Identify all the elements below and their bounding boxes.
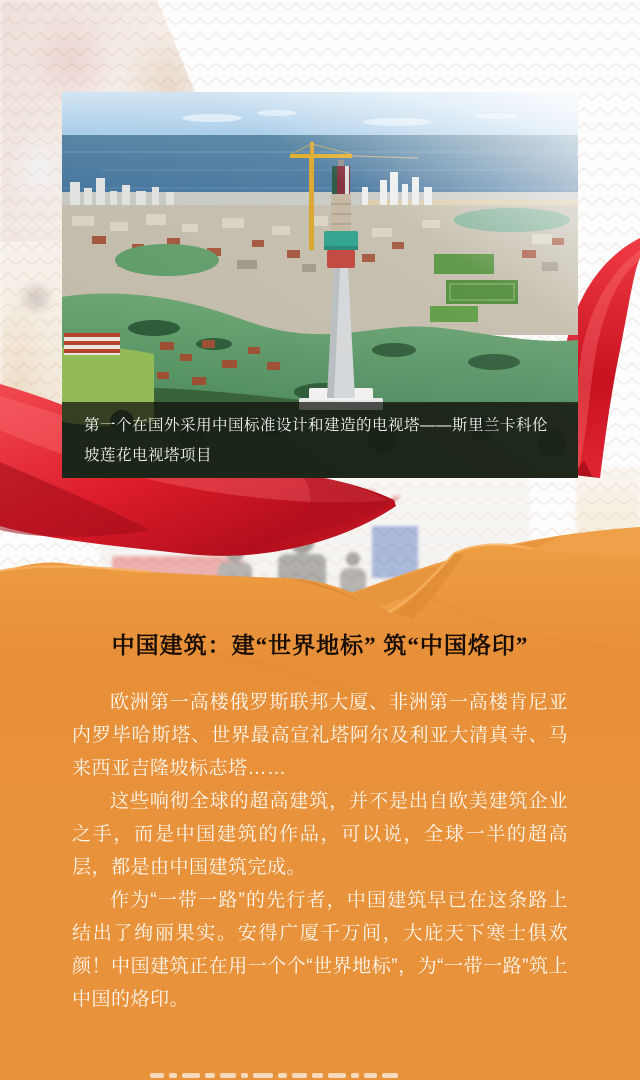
article-paragraph: 作为“一带一路”的先行者，中国建筑早已在这条路上结出了绚丽果实。安得广厦千万间，大庇天下寒士俱欢颜！中国建筑正在用一个个“世界地标”，为“一带一路”筑上中国的烙印。 <box>72 890 568 1010</box>
article-body <box>72 686 568 1016</box>
photo-caption: 第一个在国外采用中国标准设计和建造的电视塔——斯里兰卡科伦坡莲花电视塔项目 <box>62 402 578 478</box>
photo-card <box>62 92 578 478</box>
bottom-cutoff-text <box>150 1073 510 1080</box>
article-title: 中国建筑：建“世界地标” 筑“中国烙印” <box>111 633 529 658</box>
article-paragraph: 欧洲第一高楼俄罗斯联邦大厦、非洲第一高楼肯尼亚内罗毕哈斯塔、世界最高宣礼塔阿尔及利亚大清真寺、马来西亚吉隆坡标志塔…… <box>72 692 568 779</box>
article <box>72 627 568 1016</box>
orange-section <box>0 505 640 1080</box>
article-paragraph: 这些响彻全球的超高建筑，并不是出自欧美建筑企业之手，而是中国建筑的作品，可以说，全球一半的超高层，都是由中国建筑完成。 <box>72 791 568 878</box>
